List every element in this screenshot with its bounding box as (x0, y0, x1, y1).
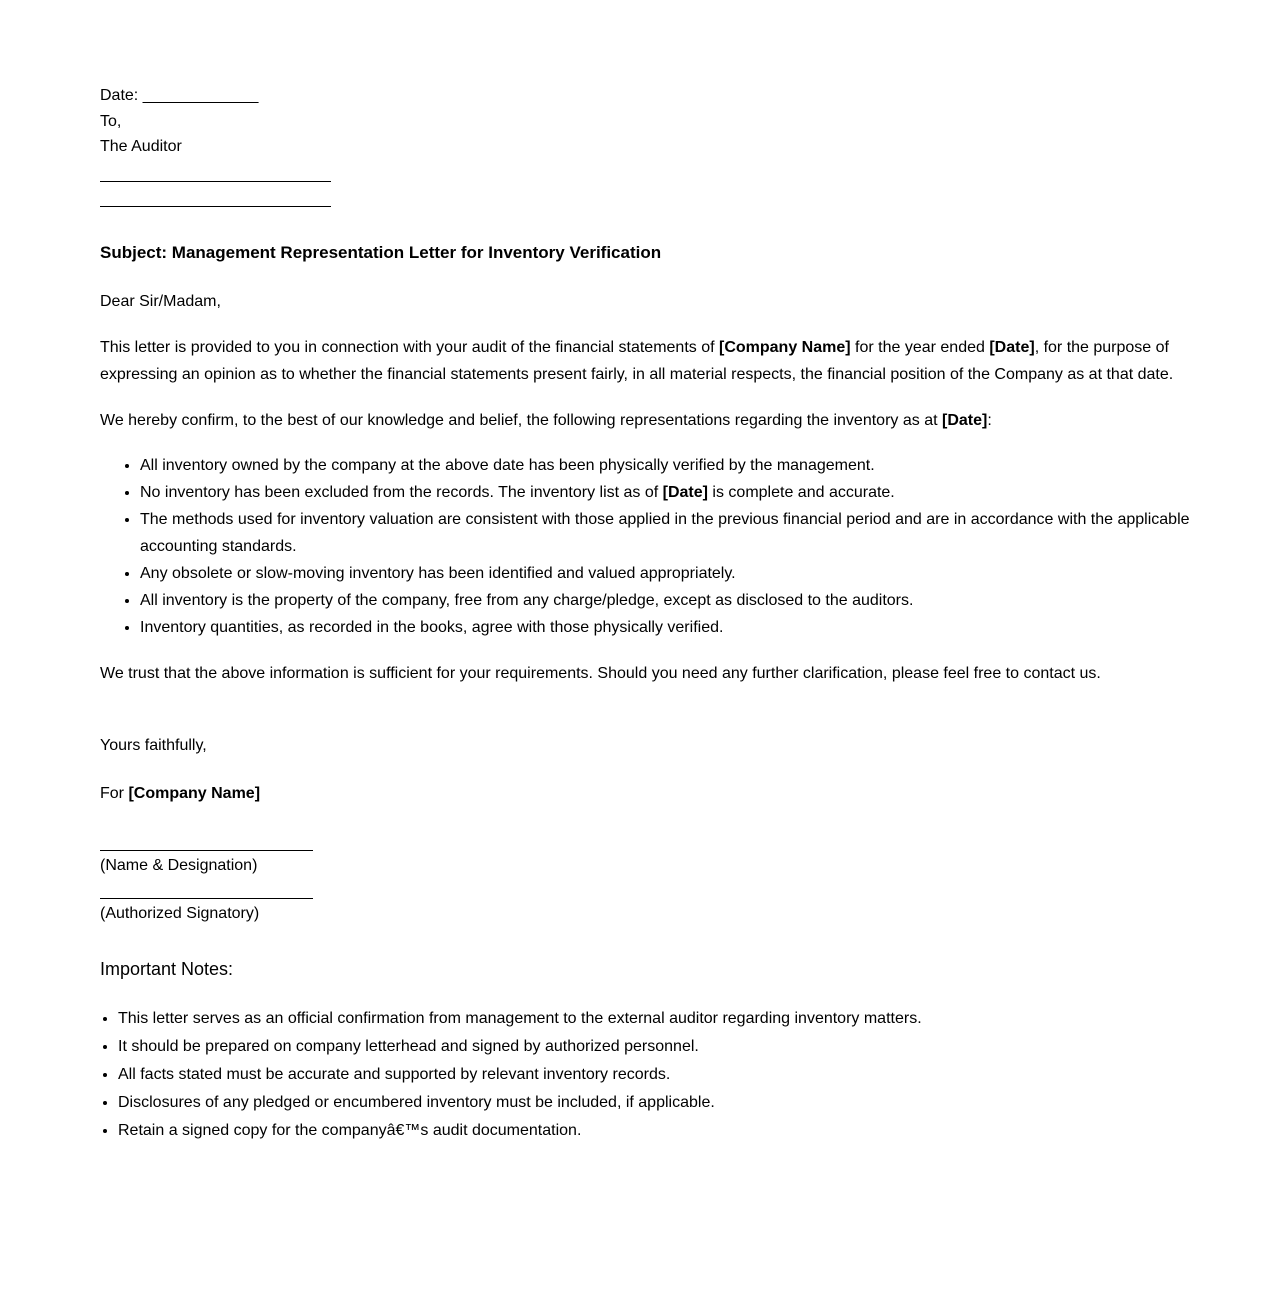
list-item: • The methods used for inventory valuation are consistent with those applied in the previous financial period and are in accordance with the applicable accounting standards. (140, 506, 1220, 560)
date-label: Date: (100, 87, 139, 104)
for-label: For (100, 785, 129, 802)
list-item: • All inventory is the property of the company, free from any charge/pledge, except as disclosed to the auditors. (140, 587, 1220, 614)
signature-line-2 (100, 898, 313, 899)
address-line-2 (100, 206, 331, 207)
confirm-text-1: We hereby confirm, to the best of our knowledge and belief, the following representations regarding the inventory as at (100, 412, 942, 429)
intro-paragraph (100, 334, 1180, 388)
confirm-paragraph (100, 407, 1180, 434)
name-designation-label: (Name & Designation) (100, 857, 258, 874)
list-item: • Any obsolete or slow-moving inventory has been identified and valued appropriately. (140, 560, 1220, 587)
list-item: • Inventory quantities, as recorded in the books, agree with those physically verified. (140, 614, 1220, 641)
signoff-company: [Company Name] (128, 785, 261, 802)
for-company-line (100, 784, 260, 804)
list-item: • All facts stated must be accurate and supported by relevant inventory records. (118, 1061, 1198, 1089)
representations-list (100, 452, 1220, 641)
yours-faithfully: Yours faithfully, (100, 737, 207, 754)
recipient: The Auditor (100, 138, 182, 155)
to-label: To, (100, 113, 122, 130)
rep2-text-b: is complete and accurate. (707, 484, 895, 501)
authorized-signatory-label: (Authorized Signatory) (100, 905, 260, 922)
confirm-date: [Date] (941, 412, 988, 429)
intro-text-3: , for the purpose of expressing an opinion as to whether the financial statements present fairly, in all material respects, the financial position of the Company as at that date. (100, 339, 1174, 383)
address-line-1 (100, 181, 331, 182)
intro-text-1: This letter is provided to you in connection with your audit of the financial statements of (100, 339, 719, 356)
closing-paragraph: We trust that the above information is sufficient for your requirements. Should you need any further clarification, please feel free to contact us. (100, 665, 1101, 682)
list-item: • This letter serves as an official confirmation from management to the external auditor regarding inventory matters. (118, 1005, 1198, 1033)
confirm-text-2: : (987, 412, 992, 429)
list-item: • All inventory owned by the company at the above date has been physically verified by the management. (140, 452, 1220, 479)
signature-line-1 (100, 850, 313, 851)
list-item: • Retain a signed copy for the companyâ€™s audit documentation. (118, 1117, 1198, 1145)
salutation: Dear Sir/Madam, (100, 293, 221, 310)
rep2-text-a: No inventory has been excluded from the records. The inventory list as of (140, 484, 663, 501)
list-item (140, 479, 1220, 506)
intro-date: [Date] (989, 339, 1035, 356)
date-blank: _____________ (142, 87, 259, 104)
intro-company: [Company Name] (719, 339, 851, 356)
subject-line: Subject: Management Representation Letter for Inventory Verification (100, 243, 662, 262)
list-item: • Disclosures of any pledged or encumbered inventory must be included, if applicable. (118, 1089, 1198, 1117)
intro-text-2: for the year ended (850, 339, 990, 356)
date-line (100, 86, 258, 106)
notes-list (100, 1005, 1198, 1145)
list-item: • It should be prepared on company letterhead and signed by authorized personnel. (118, 1033, 1198, 1061)
rep2-date: [Date] (662, 484, 708, 501)
notes-title: Important Notes: (100, 959, 234, 979)
